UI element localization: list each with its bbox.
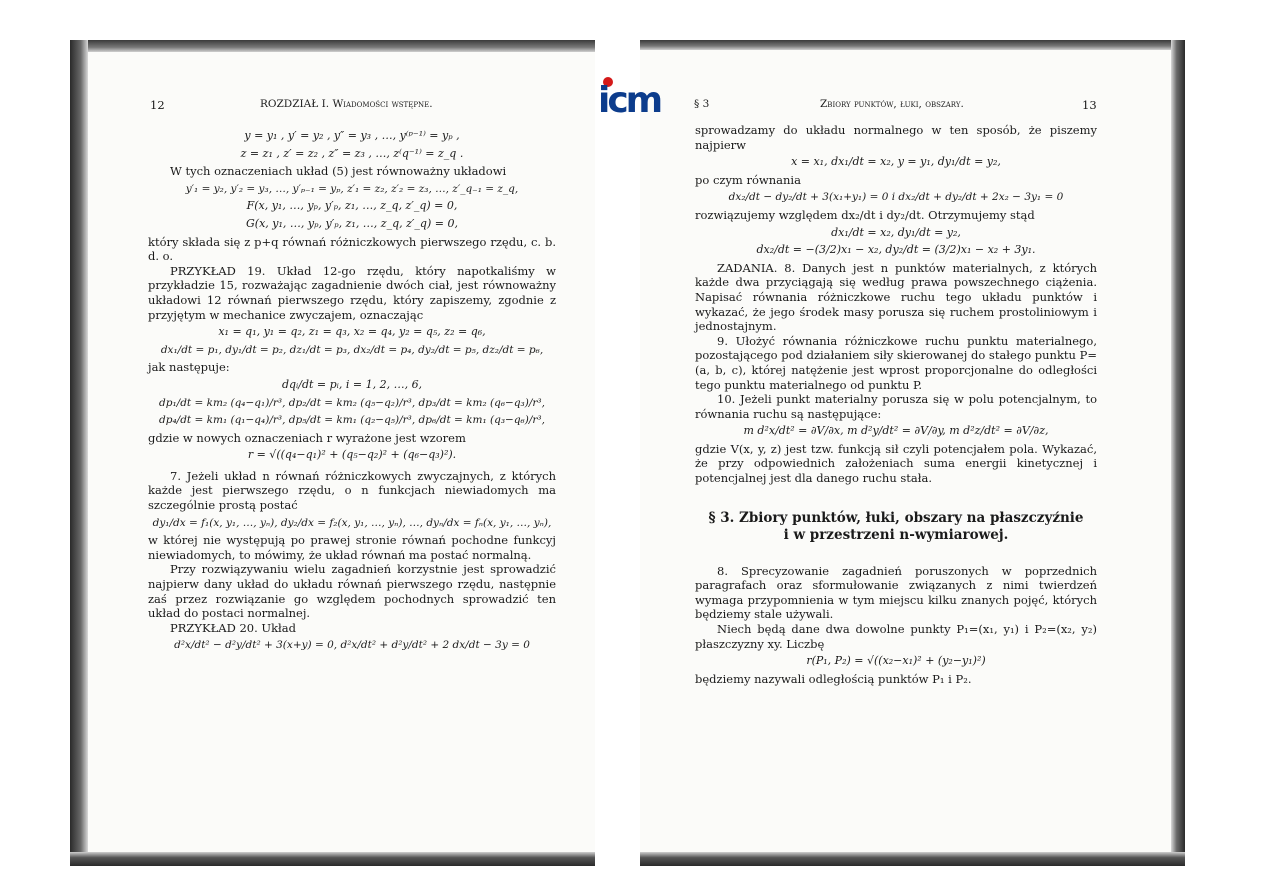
left-page-binding-edge: [70, 40, 88, 866]
equation: dx₂/dt = −(3/2)x₁ − x₂, dy₂/dt = (3/2)x₁ − x₂ + 3y₁.: [756, 243, 1036, 257]
paragraph: Przy rozwiązywaniu wielu zagadnień korzystnie jest sprowadzić najpierw dany układ do układu równań pierwszego rzędu, następnie zaś przez rozwiązanie go względem pochodnych sprowadzić ten układ do postaci normalnej.: [148, 562, 556, 621]
right-page-bottom-edge: [640, 852, 1185, 866]
equation: F(x, y₁, …, yₚ, y′ₚ, z₁, …, z_q, z′_q) = 0,: [246, 199, 458, 213]
icm-logo: [598, 77, 672, 121]
equation: G(x, y₁, …, yₚ, y′ₚ, z₁, …, z_q, z′_q) = 0,: [246, 216, 458, 230]
section-title: [695, 510, 1097, 544]
equation: dx₂/dt − dy₂/dt + 3(x₁+y₁) = 0 i dx₂/dt + dy₂/dt + 2x₂ − 3y₁ = 0: [728, 191, 1064, 204]
equation: dx₁/dt = p₁, dy₁/dt = p₂, dz₁/dt = p₃, dx₂/dt = p₄, dy₂/dt = p₅, dz₂/dt = p₆,: [160, 343, 544, 356]
right-running-head: Zbiory punktów, łuki, obszary.: [820, 98, 964, 110]
equation: d²x/dt² − d²y/dt² + 3(x+y) = 0, d²x/dt² + d²y/dt² + 2 dx/dt − 3y = 0: [174, 639, 530, 652]
equation: x = x₁, dx₁/dt = x₂, y = y₁, dy₁/dt = y₂,: [791, 155, 1001, 169]
left-running-head: ROZDZIAŁ I. Wiadomości wstępne.: [260, 98, 433, 110]
right-page-outer-edge: [1171, 40, 1185, 866]
paragraph: będziemy nazywali odległością punktów P₁ i P₂.: [695, 671, 972, 686]
paragraph: PRZYKŁAD 19. Układ 12-go rzędu, który napotkaliśmy w przykładzie 15, rozważając zagadnienie dwóch ciał, jest równoważny układowi 12 równań pierwszego rzędu, który zapiszemy, zgodnie z przyjętym w mechanice zwyczajem, oznaczając: [148, 263, 556, 322]
paragraph: po czym równania: [695, 172, 801, 187]
paragraph: gdzie w nowych oznaczeniach r wyrażone jest wzorem: [148, 430, 466, 445]
paragraph: jak następuje:: [148, 360, 230, 375]
equation: x₁ = q₁, y₁ = q₂, z₁ = q₃, x₂ = q₄, y₂ = q₅, z₂ = q₆,: [218, 325, 486, 339]
left-page-number: 12: [150, 98, 165, 112]
paragraph: 7. Jeżeli układ n równań różniczkowych zwyczajnych, z których każde jest pierwszego rzędu, o n funkcjach niewiadomych ma szczególnie prostą postać: [148, 468, 556, 513]
paragraph: W tych oznaczeniach układ (5) jest równoważny układowi: [170, 164, 507, 179]
section-title-line-2: i w przestrzeni n-wymiarowej.: [783, 526, 1009, 543]
left-page: [70, 40, 595, 866]
equation: r(P₁, P₂) = √((x₂−x₁)² + (y₂−y₁)²): [806, 654, 986, 668]
paragraph: PRZYKŁAD 20. Układ: [170, 620, 296, 635]
equation: dp₁/dt = km₂ (q₄−q₁)/r³, dp₂/dt = km₂ (q₅−q₂)/r³, dp₃/dt = km₂ (q₆−q₃)/r³,: [159, 396, 545, 409]
logo-text: icm: [598, 80, 661, 121]
equation: dqᵢ/dt = pᵢ, i = 1, 2, …, 6,: [281, 377, 423, 391]
equation: r = √((q₄−q₁)² + (q₅−q₂)² + (q₆−q₃)²).: [247, 448, 457, 462]
right-page-number: 13: [1082, 98, 1097, 112]
paragraph: gdzie V(x, y, z) jest tzw. funkcją sił czyli potencjałem pola. Wykazać, że przy odpowiednich założeniach suma energii kinetycznej i potencjalnej jest dla danego ruchu stała.: [695, 441, 1097, 486]
paragraph: ZADANIA. 8. Danych jest n punktów materialnych, z których każde dwa przyciągają się według prawa powszechnego ciążenia. Napisać równania różniczkowe ruchu tego układu punktów i wykazać, że jego środek masy porusza się ruchem prostoliniowym i jednostajnym.: [695, 260, 1097, 334]
paragraph: 10. Jeżeli punkt materialny porusza się w polu potencjalnym, to równania ruchu są następujące:: [695, 392, 1097, 421]
paragraph: 8. Sprecyzowanie zagadnień poruszonych w poprzednich paragrafach oraz sformułowanie związanych z nimi twierdzeń wymaga przypomnienia w tym miejscu kilku znanych pojęć, których będziemy stale używali.: [695, 563, 1097, 622]
paragraph: w której nie występują po prawej stronie równań pochodne funkcyj niewiadomych, to mówimy, że układ równań ma postać normalną.: [148, 533, 556, 562]
equation: m d²x/dt² = ∂V/∂x, m d²y/dt² = ∂V/∂y, m d²z/dt² = ∂V/∂z,: [743, 424, 1049, 438]
paragraph: który składa się z p+q równań różniczkowych pierwszego rzędu, c. b. d. o.: [148, 234, 556, 264]
equation: dx₁/dt = x₂, dy₁/dt = y₂,: [831, 225, 961, 239]
paragraph: Niech będą dane dwa dowolne punkty P₁=(x₁, y₁) i P₂=(x₂, y₂) płaszczyzny xy. Liczbę: [695, 622, 1097, 651]
equation: y′₁ = y₂, y′₂ = y₃, …, y′ₚ₋₁ = yₚ, z′₁ = z₂, z′₂ = z₃, …, z′_q₋₁ = z_q,: [185, 182, 519, 195]
left-page-bottom-edge: [70, 852, 595, 866]
right-page: [640, 40, 1185, 866]
equation: y = y₁ , y′ = y₂ , y″ = y₃ , …, y⁽ᵖ⁻¹⁾ = yₚ ,: [244, 129, 460, 142]
right-page-top-edge: [640, 40, 1185, 50]
right-page-body: [695, 123, 1097, 686]
equation: z = z₁ , z′ = z₂ , z″ = z₃ , …, z⁽q⁻¹⁾ = z_q .: [240, 146, 464, 160]
paragraph: rozwiązujemy względem dx₂/dt i dy₂/dt. Otrzymujemy stąd: [695, 207, 1035, 222]
equation: dy₁/dx = f₁(x, y₁, …, yₙ), dy₂/dx = f₂(x, y₁, …, yₙ), …, dyₙ/dx = fₙ(x, y₁, …, yₙ),: [152, 516, 552, 529]
left-page-body: [148, 126, 556, 656]
left-page-top-edge: [70, 40, 595, 52]
equation: dp₄/dt = km₁ (q₁−q₄)/r³, dp₅/dt = km₁ (q₂−q₅)/r³, dp₆/dt = km₁ (q₃−q₆)/r³,: [159, 414, 545, 427]
paragraph: 9. Ułożyć równania różniczkowe ruchu punktu materialnego, pozostającego pod działaniem siły skierowanej do stałego punktu P=(a, b, c), której natężenie jest wprost proporcjonalne do odległości tego punktu materialnego od punktu P.: [695, 333, 1097, 392]
section-title-line-1: § 3. Zbiory punktów, łuki, obszary na płaszczyźnie: [708, 509, 1084, 526]
right-section-mark: § 3: [694, 98, 710, 110]
paragraph: sprowadzamy do układu normalnego w ten sposób, że piszemy najpierw: [695, 123, 1097, 152]
